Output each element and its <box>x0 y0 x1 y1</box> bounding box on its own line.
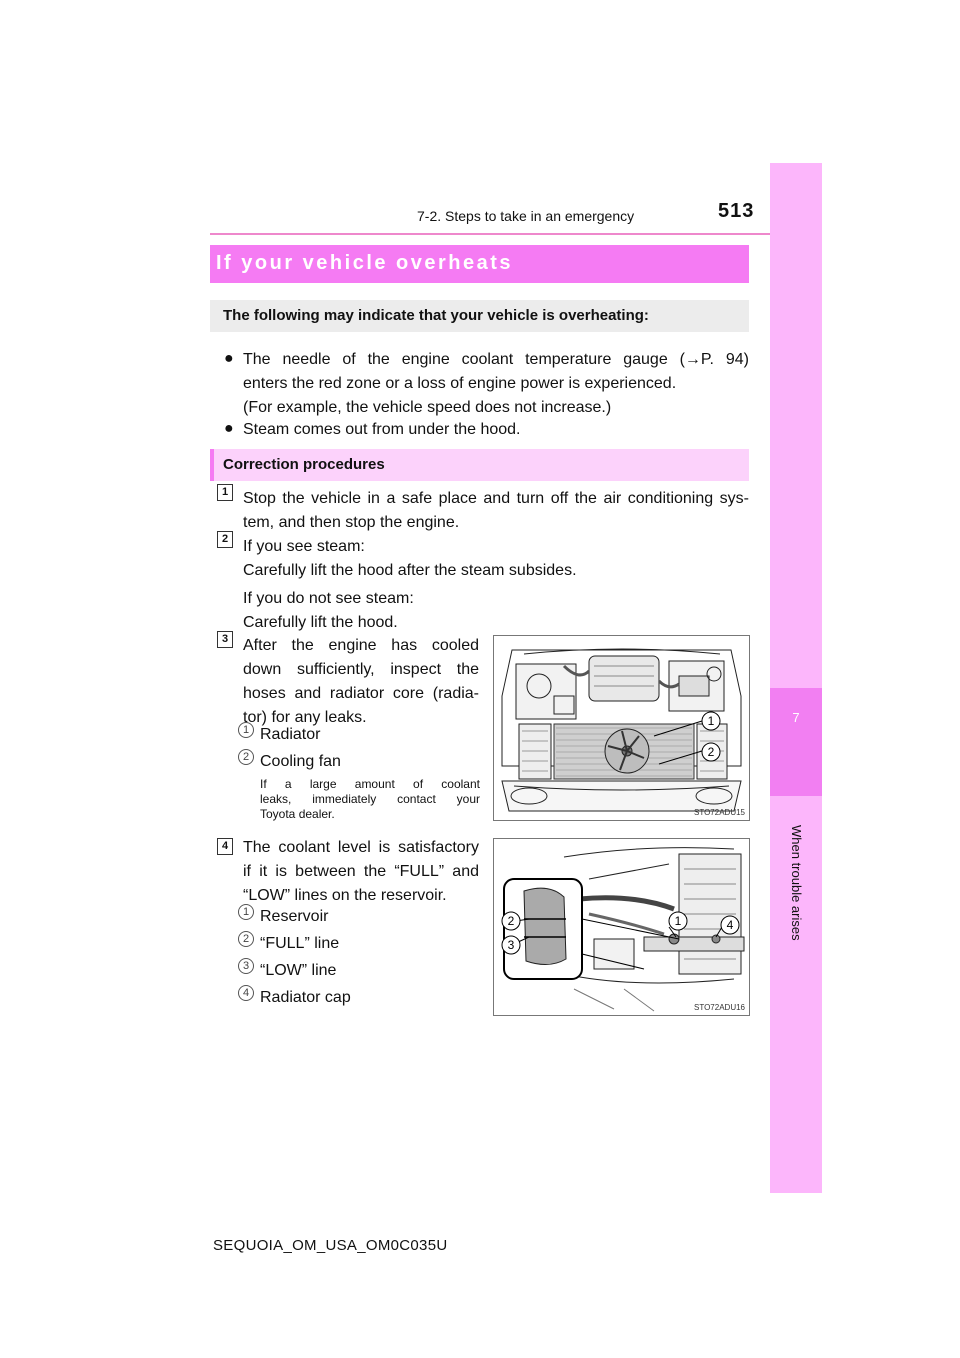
indication-heading-bar <box>210 300 749 332</box>
bullet1-line2: enters the red zone or a loss of engine power is experienced. <box>243 375 677 392</box>
step-1-marker: 1 <box>217 484 233 501</box>
step4-item-full: “FULL” line <box>260 935 340 952</box>
figure2-code: STO72ADU16 <box>694 1003 745 1012</box>
step3-note-line1: If a large amount of coolant <box>260 777 480 791</box>
footer-doc-id: SEQUOIA_OM_USA_OM0C035U <box>213 1237 448 1254</box>
correction-heading: Correction procedures <box>223 456 385 473</box>
step4-line3: “LOW” lines on the reservoir. <box>243 887 447 904</box>
fig2-callout-2: 2 <box>507 914 515 928</box>
page-number: 513 <box>718 200 755 222</box>
chapter-label: When trouble arises <box>789 825 804 941</box>
step4-line2: if it is between the “FULL” and <box>243 863 479 880</box>
page-title: If your vehicle overheats <box>216 252 514 274</box>
fig2-callout-1: 1 <box>674 914 682 928</box>
figure1-code: STO72ADU15 <box>694 808 745 817</box>
step2-line4: Carefully lift the hood. <box>243 614 398 631</box>
step2-line2: Carefully lift the hood after the steam subsides. <box>243 562 577 579</box>
indication-heading: The following may indicate that your vehicle is overheating: <box>223 307 649 324</box>
step3-note-line3: Toyota dealer. <box>260 807 335 821</box>
bullet1-line3: (For example, the vehicle speed does not increase.) <box>243 399 612 416</box>
step1-line2: tem, and then stop the engine. <box>243 514 460 531</box>
step2-line3: If you do not see steam: <box>243 590 414 607</box>
callout-1: 1 <box>238 722 254 738</box>
step3-line1: After the engine has cooled <box>243 637 479 654</box>
step-3-marker: 3 <box>217 631 233 648</box>
step1-line1: Stop the vehicle in a safe place and turn off the air conditioning sys- <box>243 490 749 507</box>
step3-item-radiator: Radiator <box>260 726 321 743</box>
step3-line2: down sufficiently, inspect the <box>243 661 479 678</box>
header-rule <box>210 233 822 235</box>
callout-3: 3 <box>238 958 254 974</box>
bullet-icon: ● <box>224 420 234 437</box>
correction-heading-bar <box>210 449 749 481</box>
reservoir-illustration <box>494 839 749 1015</box>
fig2-callout-3: 3 <box>507 938 515 952</box>
fig1-callout-2: 2 <box>707 745 715 759</box>
step3-note-line2: leaks, immediately contact your <box>260 792 480 806</box>
bullet1-line1: The needle of the engine coolant temperature gauge (→P. 94) <box>243 351 749 368</box>
engine-radiator-illustration <box>494 636 749 820</box>
callout-1: 1 <box>238 904 254 920</box>
fig1-callout-1: 1 <box>707 714 715 728</box>
callout-2: 2 <box>238 749 254 765</box>
step3-line4: tor) for any leaks. <box>243 709 367 726</box>
step3-item-fan: Cooling fan <box>260 753 341 770</box>
engine-radiator-figure <box>493 635 750 821</box>
step3-line3: hoses and radiator core (radia- <box>243 685 479 702</box>
reservoir-figure <box>493 838 750 1016</box>
step-4-marker: 4 <box>217 838 233 855</box>
callout-4: 4 <box>238 985 254 1001</box>
chapter-number: 7 <box>792 710 800 725</box>
fig2-callout-4: 4 <box>726 918 734 932</box>
chapter-number-tab <box>770 688 822 796</box>
step-2-marker: 2 <box>217 531 233 548</box>
step4-item-low: “LOW” line <box>260 962 337 979</box>
bullet2-text: Steam comes out from under the hood. <box>243 421 521 438</box>
callout-2: 2 <box>238 931 254 947</box>
chapter-side-tab <box>770 163 822 1193</box>
bullet-icon: ● <box>224 350 234 367</box>
step4-line1: The coolant level is satisfactory <box>243 839 479 856</box>
step4-item-reservoir: Reservoir <box>260 908 329 925</box>
step2-line1: If you see steam: <box>243 538 365 555</box>
step4-item-cap: Radiator cap <box>260 989 351 1006</box>
section-header: 7-2. Steps to take in an emergency <box>417 208 635 224</box>
